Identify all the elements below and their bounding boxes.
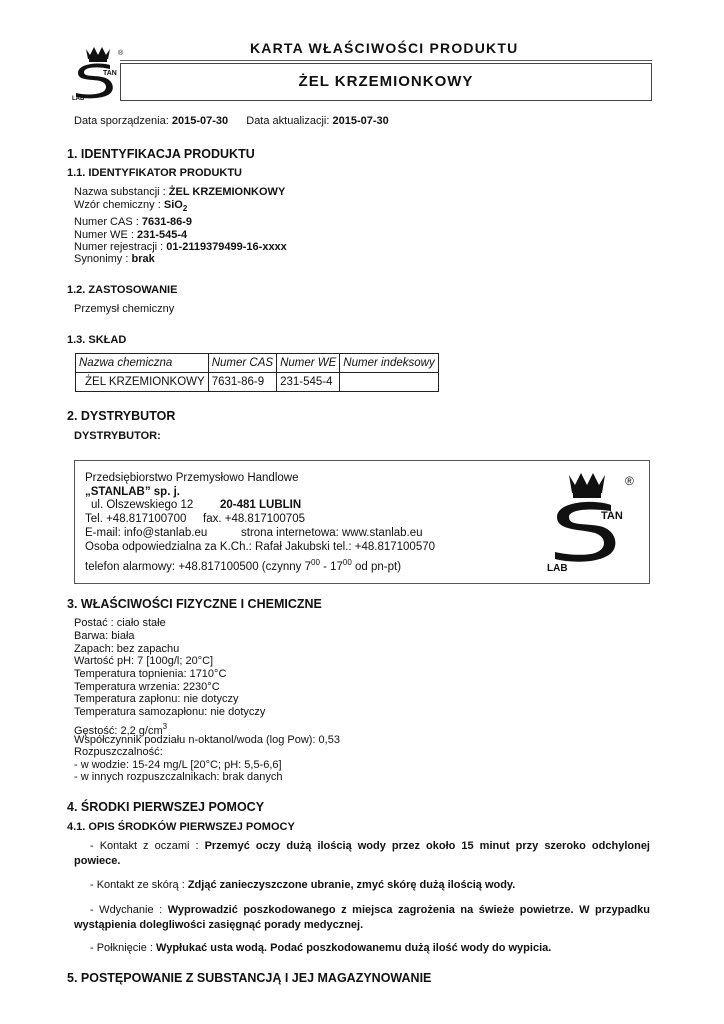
table-cell: 231-545-4 bbox=[277, 373, 340, 392]
property-line: Rozpuszczalność: bbox=[74, 746, 163, 758]
section1-3-title: 1.3. SKŁAD bbox=[67, 334, 127, 346]
distributor-logo bbox=[545, 471, 637, 575]
product-name-box bbox=[120, 63, 652, 101]
table-cell: 7631-86-9 bbox=[208, 373, 276, 392]
first-aid-inhalation: - Wdychanie : Wyprowadzić poszkodowanego z miejsca zagrożenia na świeże powietrze. W przypadku wystąpienia dolegliwości zasięgnąć porady medycznej. bbox=[74, 904, 650, 931]
field-we-number: Numer WE : 231-545-4 bbox=[74, 229, 188, 241]
property-line: Barwa: biała bbox=[74, 630, 135, 642]
composition-table bbox=[75, 353, 439, 392]
distributor-box bbox=[74, 460, 650, 584]
property-line: - w innych rozpuszczalnikach: brak danych bbox=[74, 771, 283, 783]
field-chemical-formula: Wzór chemiczny : SiO$_2$ bbox=[74, 199, 188, 213]
svg-text:LAB: LAB bbox=[547, 563, 568, 574]
updated-value: 2015-07-30 bbox=[332, 115, 389, 127]
section4-1-title: 4.1. OPIS ŚRODKÓW PIERWSZEJ POMOCY bbox=[67, 821, 295, 833]
svg-text:®: ® bbox=[118, 50, 124, 57]
alarm-phone: telefon alarmowy: +48.817100500 (czynny $7^{00} - 17^{00}$ od pn-pt) bbox=[85, 558, 402, 573]
column-header: Nazwa chemiczna bbox=[76, 354, 209, 373]
header-divider bbox=[120, 60, 652, 61]
company-website[interactable]: strona internetowa: www.stanlab.eu bbox=[241, 527, 423, 539]
property-line: Współczynnik podziału n-oktanol/woda (log Pow): 0,53 bbox=[74, 734, 340, 746]
field-synonyms: Synonimy : brak bbox=[74, 253, 155, 265]
property-line: Temperatura samozapłonu: nie dotyczy bbox=[74, 706, 266, 718]
property-line: Wartość pH: 7 [100g/l; 20°C] bbox=[74, 655, 214, 667]
company-city: 20-481 LUBLIN bbox=[220, 499, 302, 511]
table-cell bbox=[340, 373, 438, 392]
property-line: Zapach: bez zapachu bbox=[74, 643, 180, 655]
svg-text:TAN: TAN bbox=[601, 510, 623, 522]
distributor-label: DYSTRYBUTOR: bbox=[74, 430, 161, 442]
section1-2-title: 1.2. ZASTOSOWANIE bbox=[67, 284, 178, 296]
section3-title: 3. WŁAŚCIWOŚCI FIZYCZNE I CHEMICZNE bbox=[67, 597, 322, 611]
company-tel: Tel. +48.817100700 bbox=[85, 513, 187, 525]
property-line: Postać : ciało stałe bbox=[74, 617, 166, 629]
created-label: Data sporządzenia: bbox=[74, 115, 169, 127]
field-cas-number: Numer CAS : 7631-86-9 bbox=[74, 216, 193, 228]
table-cell: ŻEL KRZEMIONKOWY bbox=[76, 373, 209, 392]
company-name: „STANLAB” sp. j. bbox=[85, 486, 180, 498]
field-substance-name: Nazwa substancji : ŻEL KRZEMIONKOWY bbox=[74, 186, 286, 198]
product-name: ŻEL KRZEMIONKOWY bbox=[298, 73, 474, 90]
usage-text: Przemysł chemiczny bbox=[74, 303, 175, 315]
table-row bbox=[76, 373, 439, 392]
responsible-person: Osoba odpowiedzialna za K.Ch.: Rafał Jakubski tel.: +48.817100570 bbox=[85, 541, 436, 553]
created-value: 2015-07-30 bbox=[171, 115, 229, 127]
updated-label: Data aktualizacji: bbox=[246, 115, 330, 127]
column-header: Numer WE bbox=[277, 354, 340, 373]
property-line: Temperatura topnienia: 1710°C bbox=[74, 668, 227, 680]
document-title: KARTA WŁAŚCIWOŚCI PRODUKTU bbox=[250, 40, 519, 56]
svg-text:TAN: TAN bbox=[103, 70, 117, 77]
property-density: Gęstość: 2,2 $g/cm^3$ bbox=[74, 722, 168, 737]
first-aid-ingestion: - Połknięcie : Wypłukać usta wodą. Podać poszkodowanemu dużą ilość wody do wypicia. bbox=[90, 942, 552, 954]
section5-title: 5. POSTĘPOWANIE Z SUBSTANCJĄ I JEJ MAGAZYNOWANIE bbox=[67, 971, 432, 985]
company-email[interactable]: E-mail: info@stanlab.eu bbox=[85, 527, 208, 539]
column-header: Numer indeksowy bbox=[340, 354, 438, 373]
first-aid-eyes: - Kontakt z oczami : Przemyć oczy dużą ilością wody przez około 15 minut przy szeroko odchylonej powiece. bbox=[74, 840, 650, 867]
property-line: Temperatura zapłonu: nie dotyczy bbox=[74, 693, 239, 705]
company-street: ul. Olszewskiego 12 bbox=[91, 499, 194, 511]
field-registration-number: Numer rejestracji : 01-2119379499-16-xxxx bbox=[74, 241, 287, 253]
section1-title: 1. IDENTYFIKACJA PRODUKTU bbox=[67, 147, 255, 161]
property-line: Temperatura wrzenia: 2230°C bbox=[74, 681, 220, 693]
svg-text:LAB: LAB bbox=[72, 96, 85, 101]
company-fax: fax. +48.817100705 bbox=[203, 513, 305, 525]
svg-text:®: ® bbox=[625, 474, 634, 488]
first-aid-skin: - Kontakt ze skórą : Zdjąć zanieczyszczone ubranie, zmyć skórę dużą ilością wody. bbox=[90, 879, 516, 891]
section1-1-title: 1.1. IDENTYFIKATOR PRODUKTU bbox=[67, 167, 242, 179]
section2-title: 2. DYSTRYBUTOR bbox=[67, 409, 176, 423]
section4-title: 4. ŚRODKI PIERWSZEJ POMOCY bbox=[67, 800, 265, 814]
document-dates bbox=[74, 115, 389, 127]
column-header: Numer CAS bbox=[208, 354, 276, 373]
property-line: - w wodzie: 15-24 mg/L [20°C; pH: 5,5-6,6] bbox=[74, 759, 282, 771]
company-line: Przedsiębiorstwo Przemysłowo Handlowe bbox=[85, 472, 299, 484]
table-header-row bbox=[76, 354, 439, 373]
